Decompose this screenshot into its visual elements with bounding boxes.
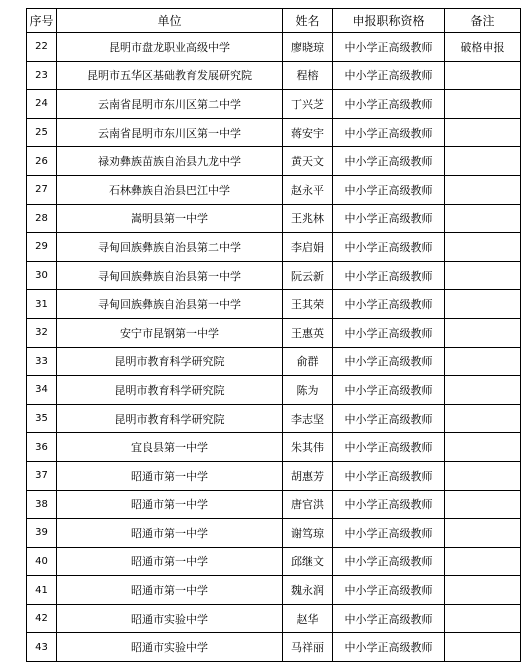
cell-note xyxy=(445,490,521,519)
cell-num: 34 xyxy=(27,376,57,405)
cell-unit: 昭通市实验中学 xyxy=(57,633,283,662)
table-row xyxy=(27,576,521,605)
cell-title: 中小学正高级教师 xyxy=(333,547,445,576)
cell-unit: 昆明市教育科学研究院 xyxy=(57,347,283,376)
table-row xyxy=(27,347,521,376)
table-row xyxy=(27,547,521,576)
cell-title: 中小学正高级教师 xyxy=(333,404,445,433)
cell-unit: 昆明市教育科学研究院 xyxy=(57,376,283,405)
table-row xyxy=(27,175,521,204)
cell-num: 38 xyxy=(27,490,57,519)
table-row xyxy=(27,147,521,176)
table-row xyxy=(27,490,521,519)
cell-num: 30 xyxy=(27,261,57,290)
cell-unit: 昭通市第一中学 xyxy=(57,461,283,490)
cell-note xyxy=(445,61,521,90)
cell-name: 胡惠芳 xyxy=(283,461,333,490)
cell-num: 41 xyxy=(27,576,57,605)
cell-unit: 寻甸回族彝族自治县第一中学 xyxy=(57,261,283,290)
cell-name: 王其荣 xyxy=(283,290,333,319)
document-sheet xyxy=(26,8,521,662)
cell-unit: 昆明市五华区基础教育发展研究院 xyxy=(57,61,283,90)
cell-unit: 昆明市教育科学研究院 xyxy=(57,404,283,433)
cell-title: 中小学正高级教师 xyxy=(333,261,445,290)
table-row xyxy=(27,261,521,290)
cell-title: 中小学正高级教师 xyxy=(333,290,445,319)
cell-title: 中小学正高级教师 xyxy=(333,118,445,147)
cell-name: 丁兴芝 xyxy=(283,90,333,119)
cell-note xyxy=(445,233,521,262)
cell-note xyxy=(445,404,521,433)
cell-num: 33 xyxy=(27,347,57,376)
cell-unit: 石林彝族自治县巴江中学 xyxy=(57,175,283,204)
cell-title: 中小学正高级教师 xyxy=(333,90,445,119)
cell-name: 马祥丽 xyxy=(283,633,333,662)
table-row xyxy=(27,318,521,347)
header-unit: 单位 xyxy=(57,9,283,33)
cell-note xyxy=(445,175,521,204)
cell-name: 唐官洪 xyxy=(283,490,333,519)
cell-title: 中小学正高级教师 xyxy=(333,633,445,662)
cell-note xyxy=(445,547,521,576)
cell-unit: 昭通市第一中学 xyxy=(57,547,283,576)
cell-note xyxy=(445,118,521,147)
cell-unit: 寻甸回族彝族自治县第一中学 xyxy=(57,290,283,319)
cell-name: 邱继文 xyxy=(283,547,333,576)
table-row xyxy=(27,461,521,490)
table-row xyxy=(27,118,521,147)
cell-unit: 昭通市第一中学 xyxy=(57,490,283,519)
table-row xyxy=(27,33,521,62)
table-row xyxy=(27,404,521,433)
cell-num: 42 xyxy=(27,604,57,633)
cell-unit: 昆明市盘龙职业高级中学 xyxy=(57,33,283,62)
table-row xyxy=(27,90,521,119)
cell-num: 27 xyxy=(27,175,57,204)
cell-num: 37 xyxy=(27,461,57,490)
cell-unit: 云南省昆明市东川区第二中学 xyxy=(57,90,283,119)
table-row xyxy=(27,376,521,405)
cell-title: 中小学正高级教师 xyxy=(333,490,445,519)
header-row xyxy=(27,9,521,33)
cell-note xyxy=(445,519,521,548)
cell-name: 廖晓琼 xyxy=(283,33,333,62)
cell-note xyxy=(445,433,521,462)
cell-note xyxy=(445,147,521,176)
cell-note xyxy=(445,461,521,490)
cell-note xyxy=(445,261,521,290)
cell-unit: 宜良县第一中学 xyxy=(57,433,283,462)
table-row xyxy=(27,61,521,90)
cell-num: 35 xyxy=(27,404,57,433)
cell-name: 魏永润 xyxy=(283,576,333,605)
cell-unit: 嵩明县第一中学 xyxy=(57,204,283,233)
cell-note xyxy=(445,318,521,347)
cell-unit: 昭通市第一中学 xyxy=(57,519,283,548)
cell-name: 李启娟 xyxy=(283,233,333,262)
cell-name: 朱其伟 xyxy=(283,433,333,462)
header-note: 备注 xyxy=(445,9,521,33)
cell-num: 26 xyxy=(27,147,57,176)
cell-note xyxy=(445,376,521,405)
header-num: 序号 xyxy=(27,9,57,33)
cell-title: 中小学正高级教师 xyxy=(333,433,445,462)
cell-unit: 寻甸回族彝族自治县第二中学 xyxy=(57,233,283,262)
cell-name: 赵华 xyxy=(283,604,333,633)
cell-title: 中小学正高级教师 xyxy=(333,233,445,262)
cell-num: 36 xyxy=(27,433,57,462)
applicant-table xyxy=(26,8,521,662)
cell-unit: 安宁市昆钢第一中学 xyxy=(57,318,283,347)
cell-note xyxy=(445,604,521,633)
header-title: 申报职称资格 xyxy=(333,9,445,33)
cell-title: 中小学正高级教师 xyxy=(333,61,445,90)
table-row xyxy=(27,290,521,319)
header-name: 姓名 xyxy=(283,9,333,33)
cell-num: 29 xyxy=(27,233,57,262)
table-row xyxy=(27,233,521,262)
cell-title: 中小学正高级教师 xyxy=(333,204,445,233)
cell-name: 黄天文 xyxy=(283,147,333,176)
cell-note xyxy=(445,347,521,376)
cell-unit: 昭通市第一中学 xyxy=(57,576,283,605)
cell-note xyxy=(445,633,521,662)
cell-name: 阮云新 xyxy=(283,261,333,290)
table-row xyxy=(27,519,521,548)
cell-title: 中小学正高级教师 xyxy=(333,147,445,176)
cell-unit: 昭通市实验中学 xyxy=(57,604,283,633)
cell-num: 28 xyxy=(27,204,57,233)
cell-title: 中小学正高级教师 xyxy=(333,33,445,62)
cell-num: 25 xyxy=(27,118,57,147)
cell-name: 程榕 xyxy=(283,61,333,90)
cell-num: 32 xyxy=(27,318,57,347)
cell-title: 中小学正高级教师 xyxy=(333,519,445,548)
cell-title: 中小学正高级教师 xyxy=(333,604,445,633)
cell-num: 31 xyxy=(27,290,57,319)
cell-unit: 禄劝彝族苗族自治县九龙中学 xyxy=(57,147,283,176)
cell-num: 22 xyxy=(27,33,57,62)
cell-title: 中小学正高级教师 xyxy=(333,175,445,204)
cell-name: 赵永平 xyxy=(283,175,333,204)
cell-num: 43 xyxy=(27,633,57,662)
cell-name: 谢笃琼 xyxy=(283,519,333,548)
cell-unit: 云南省昆明市东川区第一中学 xyxy=(57,118,283,147)
cell-num: 40 xyxy=(27,547,57,576)
cell-title: 中小学正高级教师 xyxy=(333,376,445,405)
cell-name: 李志坚 xyxy=(283,404,333,433)
cell-title: 中小学正高级教师 xyxy=(333,347,445,376)
cell-note: 破格申报 xyxy=(445,33,521,62)
table-row xyxy=(27,604,521,633)
table-body xyxy=(27,33,521,662)
cell-name: 王兆林 xyxy=(283,204,333,233)
cell-title: 中小学正高级教师 xyxy=(333,461,445,490)
cell-title: 中小学正高级教师 xyxy=(333,318,445,347)
cell-note xyxy=(445,290,521,319)
cell-note xyxy=(445,576,521,605)
cell-num: 39 xyxy=(27,519,57,548)
cell-title: 中小学正高级教师 xyxy=(333,576,445,605)
cell-name: 俞群 xyxy=(283,347,333,376)
cell-name: 陈为 xyxy=(283,376,333,405)
cell-note xyxy=(445,90,521,119)
table-row xyxy=(27,204,521,233)
table-row xyxy=(27,433,521,462)
cell-num: 24 xyxy=(27,90,57,119)
cell-name: 蒋安宇 xyxy=(283,118,333,147)
cell-note xyxy=(445,204,521,233)
cell-num: 23 xyxy=(27,61,57,90)
cell-name: 王惠英 xyxy=(283,318,333,347)
table-row xyxy=(27,633,521,662)
